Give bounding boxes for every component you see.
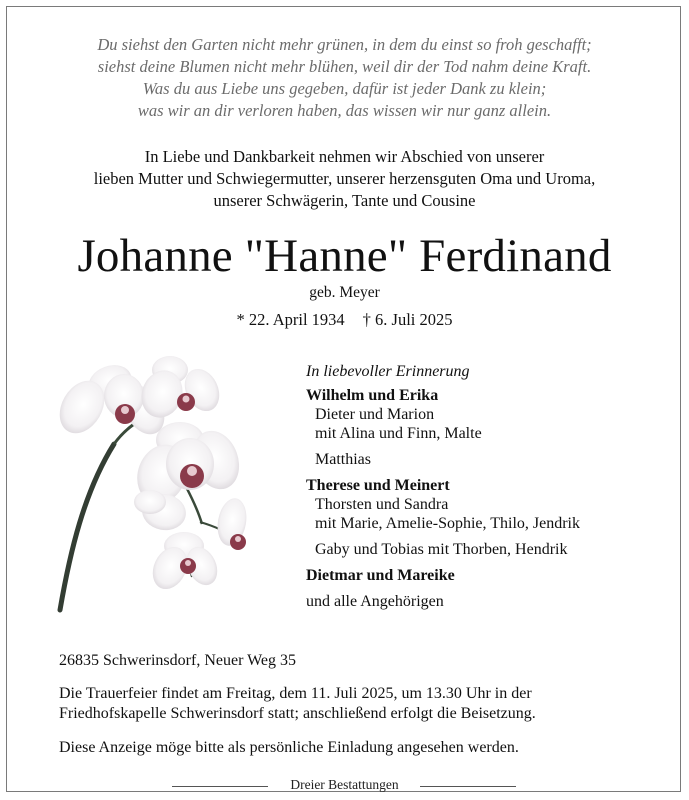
footer [0, 774, 689, 796]
deceased-name: Johanne "Hanne" Ferdinand [77, 230, 612, 282]
intro-line: lieben Mutter und Schwiegermutter, unserer herzensguten Oma und Uroma, [93, 169, 596, 188]
death-date: † 6. Juli 2025 [362, 310, 453, 329]
invitation-note: Diese Anzeige möge bitte als persönliche Einladung angesehen werden. [59, 739, 519, 756]
ceremony-line: Die Trauerfeier findet am Freitag, dem 11. Juli 2025, um 13.30 Uhr in der [59, 685, 532, 702]
mourners-list [306, 362, 676, 611]
birth-date: * 22. April 1934 [236, 310, 345, 329]
poem-line: Du siehst den Garten nicht mehr grünen, in dem du einst so froh geschafft; [97, 35, 592, 54]
family-member: mit Marie, Amelie-Sophie, Thilo, Jendrik [315, 515, 580, 532]
poem [0, 34, 689, 122]
other-relatives: und alle Angehörigen [306, 593, 444, 610]
intro-line: unserer Schwägerin, Tante und Cousine [213, 191, 476, 210]
poem-line: siehst deine Blumen nicht mehr blühen, weil dir der Tod nahm deine Kraft. [97, 57, 592, 76]
family-group-head: Therese und Meinert [306, 477, 450, 494]
intro-line: In Liebe und Dankbarkeit nehmen wir Abschied von unserer [144, 147, 545, 166]
family-group-head: Dietmar und Mareike [306, 567, 455, 584]
ceremony-info [59, 684, 659, 724]
birth-name: geb. Meyer [309, 284, 380, 301]
address: 26835 Schwerinsdorf, Neuer Weg 35 [59, 652, 297, 669]
family-member: Dieter und Marion [315, 406, 435, 423]
orchid-image [52, 352, 262, 614]
family-member: Gaby und Tobias mit Thorben, Hendrik [315, 541, 568, 558]
poem-line: was wir an dir verloren haben, das wissen wir nur ganz allein. [137, 101, 552, 120]
farewell-intro [0, 146, 689, 212]
family-group-head: Wilhelm und Erika [306, 387, 439, 404]
poem-line: Was du aus Liebe uns gegeben, dafür ist jeder Dank zu klein; [142, 79, 547, 98]
family-member: Matthias [315, 451, 371, 468]
family-member: mit Alina und Finn, Malte [315, 425, 482, 442]
funeral-home: Dreier Bestattungen [290, 777, 399, 792]
family-member: Thorsten und Sandra [315, 496, 449, 513]
memory-heading: In liebevoller Erinnerung [306, 363, 470, 380]
ceremony-line: Friedhofskapelle Schwerinsdorf statt; anschließend erfolgt die Beisetzung. [59, 705, 536, 722]
life-dates [0, 309, 689, 331]
